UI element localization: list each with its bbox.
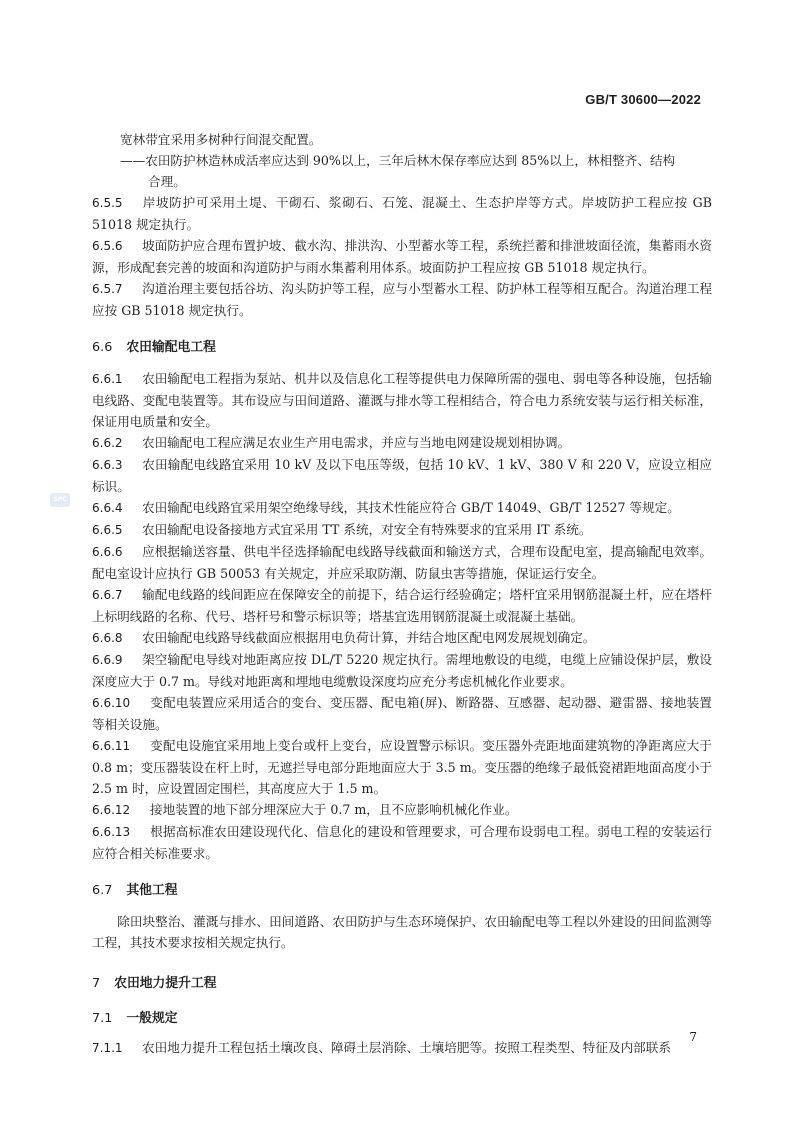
chapter-number: 7 <box>92 976 101 991</box>
section-heading-6-6 <box>92 337 712 358</box>
continuation-line: 宽林带宜采用多树种行间混交配置。 <box>120 132 322 147</box>
clause-6-6-1 <box>92 368 712 432</box>
section-number: 7.1 <box>92 1011 113 1026</box>
clause-text: 农田输配电线路宜采用架空绝缘导线，其技术性能应符合 GB/T 14049、GB/T 12527 等规定。 <box>142 500 680 515</box>
watermark-logo: SPC <box>50 493 70 507</box>
clause-6-6-7 <box>92 584 712 627</box>
clause-6-6-4 <box>92 497 712 519</box>
clause-6-6-8 <box>92 627 712 649</box>
section-number: 6.6 <box>92 340 113 355</box>
standard-number: GB/T 30600—2022 <box>585 92 701 107</box>
clause-6-5-7 <box>92 278 712 321</box>
section-title: 其他工程 <box>126 883 178 898</box>
clause-6-6-13 <box>92 821 712 864</box>
clause-text: 农田输配电工程指为泵站、机井以及信息化工程等提供电力保障所需的强电、弱电等各种设施，包括输电线路、变配电装置等。其布设应与田间道路、灌溉与排水等工程相结合，符合电力系统安装与运行相关标准，保证用电质量和安全。 <box>92 371 712 429</box>
clause-6-6-2 <box>92 432 712 454</box>
dash-list-item-continuation: 合理。 <box>148 174 186 189</box>
clause-number: 6.6.2 <box>92 436 123 450</box>
clause-6-6-5 <box>92 519 712 541</box>
clause-6-5-5 <box>92 192 712 235</box>
clause-list-6-6 <box>92 368 712 864</box>
clause-number: 6.5.6 <box>92 239 123 253</box>
section-heading-6-7 <box>92 880 712 901</box>
clause-text: 岸坡防护可采用土堤、干砌石、浆砌石、石笼、混凝土、生态护岸等方式。岸坡防护工程应按 GB 51018 规定执行。 <box>92 195 712 232</box>
clause-number: 6.6.4 <box>92 501 123 515</box>
clause-number: 6.6.7 <box>92 588 123 602</box>
chapter-heading-7 <box>92 973 712 994</box>
clause-number: 6.5.5 <box>92 196 123 210</box>
clause-text: 应根据输送容量、供电半径选择输配电线路导线截面和输送方式，合理布设配电室，提高输配电效率。配电室设计应执行 GB 50053 有关规定，并应采取防潮、防鼠虫害等措施，保证运行安全。 <box>92 544 712 581</box>
clause-text: 坡面防护应合理布置护坡、截水沟、排洪沟、小型蓄水等工程，系统拦蓄和排泄坡面径流，集蓄雨水资源，形成配套完善的坡面和沟道防护与雨水集蓄利用体系。坡面防护工程应按 GB 51018 规定执行。 <box>92 238 712 275</box>
clause-number: 6.6.3 <box>92 458 123 472</box>
clause-6-5-6 <box>92 235 712 278</box>
clause-number: 6.5.7 <box>92 282 123 296</box>
clause-text: 变配电设施宜采用地上变台或杆上变台，应设置警示标识。变压器外壳距地面建筑物的净距离应大于 0.8 m；变压器装设在杆上时，无遮拦导电部分距地面应大于 3.5 m。变压器的绝缘子最低瓷裙距地面高度小于 2.5 m 时，应设置固定围栏，其高度应大于 1.5 m。 <box>92 738 712 796</box>
clause-number: 7.1.1 <box>92 1041 123 1055</box>
dash-list-item: ——农田防护林造林成活率应达到 90%以上，三年后林木保存率应达到 85%以上，林相整齐、结构 <box>120 153 676 168</box>
chapter-title: 农田地力提升工程 <box>114 976 217 991</box>
clause-text: 农田输配电线路导线截面应根据用电负荷计算，并结合地区配电网发展规划确定。 <box>142 630 596 645</box>
clause-text: 根据高标准农田建设现代化、信息化的建设和管理要求，可合理布设弱电工程。弱电工程的安装运行应符合相关标准要求。 <box>92 824 712 861</box>
clause-number: 6.6.10 <box>92 696 131 710</box>
clause-number: 6.6.13 <box>92 825 131 839</box>
clause-text: 农田输配电设备接地方式宜采用 TT 系统，对安全有特殊要求的宜采用 IT 系统。 <box>142 522 592 537</box>
clause-6-6-12 <box>92 799 712 821</box>
clause-text: 变配电装置应采用适合的变台、变压器、配电箱(屏)、断路器、互感器、起动器、避雷器、接地装置等相关设施。 <box>92 695 712 732</box>
clause-text: 输配电线路的线间距应在保障安全的前提下，结合运行经验确定；塔杆宜采用钢筋混凝土杆，应在塔杆上标明线路的名称、代号、塔杆号和警示标识等；塔基宜选用钢筋混凝土或混凝土基础。 <box>92 587 712 624</box>
clause-text: 沟道治理主要包括谷坊、沟头防护等工程，应与小型蓄水工程、防护林工程等相互配合。沟道治理工程应按 GB 51018 规定执行。 <box>92 281 712 318</box>
clause-number: 6.6.8 <box>92 631 123 645</box>
clause-number: 6.6.6 <box>92 545 123 559</box>
document-body <box>92 129 712 1059</box>
section-number: 6.7 <box>92 883 113 898</box>
section-heading-7-1 <box>92 1008 712 1029</box>
section-title: 一般规定 <box>126 1011 178 1026</box>
clause-number: 6.6.5 <box>92 523 123 537</box>
clause-6-6-3 <box>92 454 712 497</box>
clause-text: 农田地力提升工程包括土壤改良、障碍土层消除、土壤培肥等。按照工程类型、特征及内部联系 <box>142 1040 671 1055</box>
clause-number: 6.6.9 <box>92 653 123 667</box>
section-6-7-paragraph: 除田块整治、灌溉与排水、田间道路、农田防护与生态环境保护、农田输配电等工程以外建设的田间监测等工程，其技术要求按相关规定执行。 <box>92 914 712 950</box>
clause-number: 6.6.1 <box>92 372 123 386</box>
clause-7-1-1 <box>92 1037 712 1059</box>
clause-list-6-5 <box>92 192 712 321</box>
clause-6-6-11 <box>92 735 712 799</box>
clause-6-6-6 <box>92 541 712 584</box>
clause-text: 农田输配电工程应满足农业生产用电需求，并应与当地电网建设规划相协调。 <box>142 435 571 450</box>
clause-number: 6.6.11 <box>92 739 131 753</box>
clause-text: 架空输配电导线对地距离应按 DL/T 5220 规定执行。需埋地敷设的电缆，电缆上应铺设保护层，敷设深度应大于 0.7 m。导线对地距离和埋地电缆敷设深度均应充分考虑机械化作业要求。 <box>92 652 712 689</box>
clause-text: 接地装置的地下部分埋深应大于 0.7 m，且不应影响机械化作业。 <box>150 802 518 817</box>
section-title: 农田输配电工程 <box>126 340 216 355</box>
clause-number: 6.6.12 <box>92 803 131 817</box>
page-number: 7 <box>689 1030 697 1044</box>
clause-6-6-10 <box>92 692 712 735</box>
clause-text: 农田输配电线路宜采用 10 kV 及以下电压等级，包括 10 kV、1 kV、380 V 和 220 V，应设立相应标识。 <box>92 457 712 494</box>
clause-6-6-9 <box>92 649 712 692</box>
